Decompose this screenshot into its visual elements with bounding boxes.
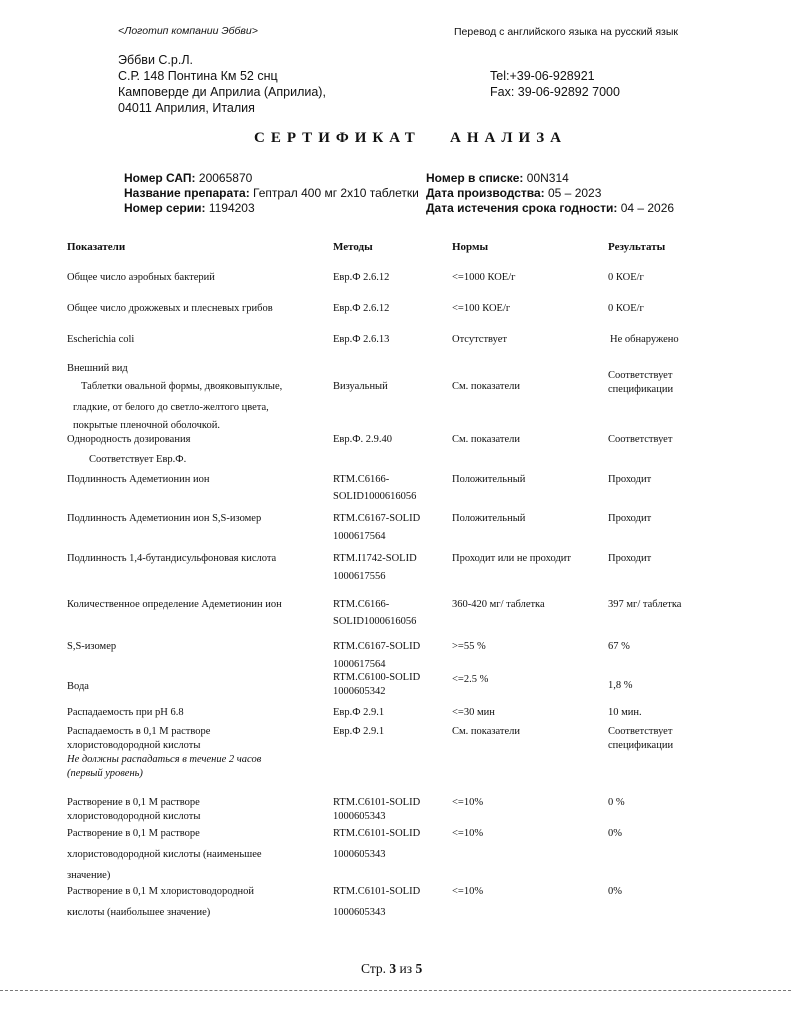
row-result: Не обнаружено	[610, 334, 679, 345]
row-method: RTM.C6167-SOLID	[333, 513, 421, 524]
row-method: Евр.Ф 2.9.1	[333, 726, 385, 737]
row-result: Проходит	[608, 513, 652, 524]
row-result: спецификации	[608, 740, 674, 751]
row-method: 1000617564	[333, 659, 386, 670]
row-result: Проходит	[608, 474, 652, 485]
row-method: Евр.Ф 2.9.1	[333, 707, 385, 718]
row-result: 0 %	[608, 797, 625, 808]
row-norm: <=2.5 %	[452, 674, 489, 685]
row-norm: <=10%	[452, 886, 484, 897]
company-tel: Tel:+39-06-928921	[490, 69, 595, 83]
row-parameter-note: Не должны распадаться в течение 2 часов	[67, 754, 262, 765]
batch-value: 1194203	[208, 201, 255, 215]
row-result: Проходит	[608, 553, 652, 564]
row-norm: См. показатели	[452, 726, 521, 737]
row-method: 1000605343	[333, 811, 386, 822]
company-address-line: С.Р. 148 Понтина Км 52 снц	[118, 69, 278, 83]
row-parameter: Вода	[67, 681, 89, 692]
meta-right	[426, 171, 674, 216]
list-label: Номер в списке:	[426, 171, 524, 185]
col-header-method: Методы	[333, 241, 373, 253]
company-fax: Fax: 39-06-92892 7000	[490, 85, 620, 99]
row-method: RTM.C6166-	[333, 474, 390, 485]
row-method: Евр.Ф. 2.9.40	[333, 434, 393, 445]
meta-left	[124, 171, 419, 216]
row-parameter-detail: Соответствует Евр.Ф.	[89, 454, 187, 465]
row-method: 1000605343	[333, 907, 386, 918]
page-current: 3	[389, 961, 397, 976]
product-label: Название препарата:	[124, 186, 250, 200]
row-parameter: Подлинность Адеметионин ион S,S-изомер	[67, 513, 262, 524]
company-name: Эббви С.р.Л.	[118, 53, 193, 67]
row-parameter: Распадаемость при pH 6.8	[67, 707, 184, 718]
row-parameter: хлористоводородной кислоты	[67, 811, 201, 822]
row-parameter: Растворение в 0,1 М растворе	[67, 828, 200, 839]
row-method: RTM.C6101-SOLID	[333, 797, 421, 808]
row-method: RTM.C6166-	[333, 599, 390, 610]
row-norm: <=10%	[452, 828, 484, 839]
col-header-result: Результаты	[608, 241, 666, 253]
batch-label: Номер серии:	[124, 201, 206, 215]
product-value: Гептрал 400 мг 2х10 таблетки	[253, 186, 419, 200]
row-parameter-detail: покрытые пленочной оболочкой.	[73, 420, 220, 431]
row-method: SOLID1000616056	[333, 491, 417, 502]
row-norm: 360-420 мг/ таблетка	[452, 599, 545, 610]
row-method: RTM.C6167-SOLID	[333, 641, 421, 652]
row-norm: Положительный	[452, 474, 526, 485]
row-method: Визуальный	[333, 381, 388, 392]
page-number	[361, 961, 422, 977]
row-method: Евр.Ф 2.6.12	[333, 272, 390, 283]
row-parameter-detail: гладкие, от белого до светло-желтого цвета,	[73, 402, 269, 413]
row-parameter: значение)	[67, 870, 111, 881]
col-header-norm: Нормы	[452, 241, 489, 253]
row-norm: См. показатели	[452, 381, 521, 392]
logo-placeholder: <Логотип компании Эббви>	[118, 25, 258, 37]
list-value: 00N314	[526, 171, 569, 185]
row-result: 0 КОЕ/г	[608, 272, 644, 283]
page-middle: из	[399, 961, 413, 976]
row-method: RTM.C6100-SOLID	[333, 672, 421, 683]
row-result: спецификации	[608, 384, 674, 395]
row-result: 0%	[608, 886, 622, 897]
row-norm: >=55 %	[452, 641, 486, 652]
row-result: Соответствует	[608, 370, 673, 381]
mfg-value: 05 – 2023	[548, 186, 602, 200]
row-parameter-detail: Таблетки овальной формы, двояковыпуклые,	[81, 381, 283, 392]
row-method: 1000617556	[333, 571, 386, 582]
page-break-divider	[0, 990, 791, 991]
row-parameter: Однородность дозирования	[67, 434, 191, 445]
company-address-line: 04011 Априлия, Италия	[118, 101, 255, 115]
row-result: 0%	[608, 828, 622, 839]
row-parameter: Растворение в 0,1 М растворе	[67, 797, 200, 808]
company-address	[118, 52, 326, 116]
row-result: Соответствует	[608, 726, 673, 737]
row-parameter: Растворение в 0,1 М хлористоводородной	[67, 886, 255, 897]
row-norm: Положительный	[452, 513, 526, 524]
row-parameter: Escherichia coli	[67, 334, 135, 345]
row-result: 1,8 %	[608, 680, 633, 691]
row-norm: Проходит или не проходит	[452, 553, 572, 564]
row-method: 1000605342	[333, 686, 386, 697]
row-parameter: S,S-изомер	[67, 641, 117, 652]
row-parameter: Количественное определение Адеметионин ион	[67, 599, 282, 610]
sap-value: 20065870	[198, 171, 253, 185]
row-method: RTM.C6101-SOLID	[333, 828, 421, 839]
row-method: 1000605343	[333, 849, 386, 860]
row-norm: <=10%	[452, 797, 484, 808]
row-result: 67 %	[608, 641, 630, 652]
row-norm: Отсутствует	[452, 334, 507, 345]
row-norm: <=1000 КОЕ/г	[452, 272, 516, 283]
exp-label: Дата истечения срока годности:	[426, 201, 618, 215]
row-parameter: Подлинность Адеметионин ион	[67, 474, 210, 485]
document-title: СЕРТИФИКАТ АНАЛИЗА	[254, 130, 567, 146]
row-result: 10 мин.	[608, 707, 642, 718]
row-parameter: Распадаемость в 0,1 М растворе	[67, 726, 211, 737]
row-parameter: хлористоводородной кислоты (наименьшее	[67, 849, 262, 860]
row-parameter: Подлинность 1,4-бутандисульфоновая кислота	[67, 553, 277, 564]
sap-label: Номер САП:	[124, 171, 196, 185]
row-method: RTM.I1742-SOLID	[333, 553, 417, 564]
page-total: 5	[415, 961, 423, 976]
row-method: RTM.C6101-SOLID	[333, 886, 421, 897]
row-result: 397 мг/ таблетка	[608, 599, 682, 610]
exp-value: 04 – 2026	[620, 201, 675, 215]
translation-note: Перевод с английского языка на русский язык	[454, 26, 679, 38]
row-method: SOLID1000616056	[333, 616, 417, 627]
page-prefix: Стр.	[361, 961, 387, 976]
row-parameter: Общее число аэробных бактерий	[67, 272, 215, 283]
row-parameter: хлористоводородной кислоты	[67, 740, 201, 751]
company-address-line: Камповерде ди Априлиа (Априлиа),	[118, 85, 326, 99]
row-parameter: Общее число дрожжевых и плесневых грибов	[67, 303, 273, 314]
row-parameter: Внешний вид	[67, 363, 128, 374]
row-method: Евр.Ф 2.6.13	[333, 334, 390, 345]
row-norm: <=100 КОЕ/г	[452, 303, 511, 314]
row-method: 1000617564	[333, 531, 386, 542]
row-result: Соответствует	[608, 434, 673, 445]
row-parameter: кислоты (наибольшее значение)	[67, 907, 211, 918]
row-norm: См. показатели	[452, 434, 521, 445]
row-parameter-note: (первый уровень)	[67, 768, 143, 779]
row-result: 0 КОЕ/г	[608, 303, 644, 314]
row-method: Евр.Ф 2.6.12	[333, 303, 390, 314]
row-norm: <=30 мин	[452, 707, 495, 718]
col-header-parameter: Показатели	[67, 241, 126, 253]
mfg-label: Дата производства:	[426, 186, 545, 200]
